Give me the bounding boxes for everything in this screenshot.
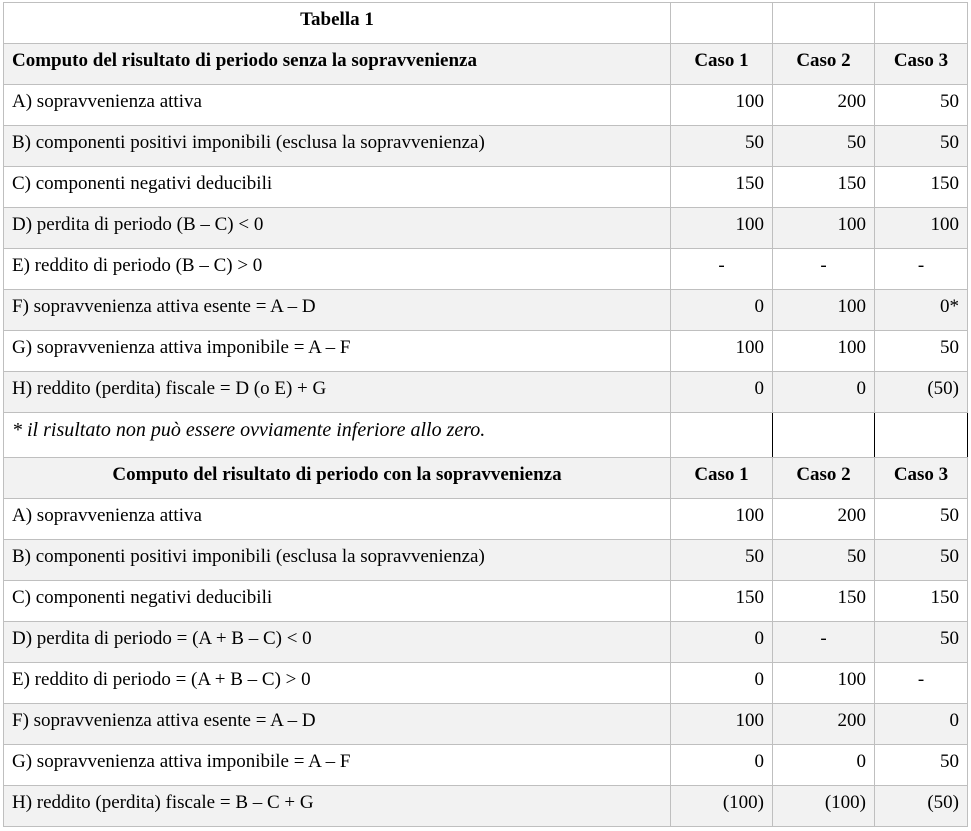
value-cell: 50 xyxy=(875,540,968,581)
row-label: D) perdita di periodo = (A + B – C) < 0 xyxy=(4,622,671,663)
table-row xyxy=(4,581,968,622)
footnote-row xyxy=(4,413,968,458)
row-label: B) componenti positivi imponibili (esclusa la sopravvenienza) xyxy=(4,540,671,581)
row-label: A) sopravvenienza attiva xyxy=(4,85,671,126)
table-row xyxy=(4,622,968,663)
value-cell: 100 xyxy=(671,331,773,372)
row-label: H) reddito (perdita) fiscale = D (o E) + G xyxy=(4,372,671,413)
row-label: C) componenti negativi deducibili xyxy=(4,581,671,622)
section1-header-row xyxy=(4,44,968,85)
case-header: Caso 1 xyxy=(671,458,773,499)
table-row xyxy=(4,167,968,208)
table-row xyxy=(4,704,968,745)
value-cell: 150 xyxy=(773,581,875,622)
footnote: * il risultato non può essere ovviamente inferiore allo zero. xyxy=(4,413,671,458)
case-header: Caso 3 xyxy=(875,44,968,85)
value-cell: 50 xyxy=(875,126,968,167)
value-cell: (50) xyxy=(875,372,968,413)
value-cell: 0 xyxy=(671,372,773,413)
table-row xyxy=(4,786,968,827)
table-row xyxy=(4,372,968,413)
table-row xyxy=(4,745,968,786)
case-header: Caso 2 xyxy=(773,458,875,499)
row-label: H) reddito (perdita) fiscale = B – C + G xyxy=(4,786,671,827)
case-header: Caso 3 xyxy=(875,458,968,499)
row-label: F) sopravvenienza attiva esente = A – D xyxy=(4,290,671,331)
table-row xyxy=(4,290,968,331)
case-header: Caso 1 xyxy=(671,44,773,85)
empty-cell xyxy=(671,3,773,44)
value-cell: 50 xyxy=(671,126,773,167)
value-cell: 0* xyxy=(875,290,968,331)
row-label: C) componenti negativi deducibili xyxy=(4,167,671,208)
row-label: D) perdita di periodo (B – C) < 0 xyxy=(4,208,671,249)
value-cell: 50 xyxy=(875,85,968,126)
table-title: Tabella 1 xyxy=(4,3,671,44)
value-cell: - xyxy=(773,249,875,290)
value-cell: 0 xyxy=(875,704,968,745)
value-cell: 0 xyxy=(671,663,773,704)
empty-cell xyxy=(773,3,875,44)
table-row xyxy=(4,663,968,704)
empty-cell xyxy=(875,3,968,44)
value-cell: 50 xyxy=(875,331,968,372)
value-cell: 100 xyxy=(671,704,773,745)
empty-cell xyxy=(773,413,875,458)
value-cell: 150 xyxy=(671,581,773,622)
table-row xyxy=(4,208,968,249)
row-label: G) sopravvenienza attiva imponibile = A – F xyxy=(4,745,671,786)
table-row xyxy=(4,499,968,540)
section1-heading: Computo del risultato di periodo senza la sopravvenienza xyxy=(4,44,671,85)
value-cell: (50) xyxy=(875,786,968,827)
value-cell: 150 xyxy=(875,581,968,622)
value-cell: 200 xyxy=(773,704,875,745)
table-row xyxy=(4,331,968,372)
value-cell: - xyxy=(875,249,968,290)
value-cell: 50 xyxy=(671,540,773,581)
value-cell: 50 xyxy=(773,540,875,581)
row-label: G) sopravvenienza attiva imponibile = A – F xyxy=(4,331,671,372)
value-cell: 100 xyxy=(773,290,875,331)
section2-heading: Computo del risultato di periodo con la sopravvenienza xyxy=(4,458,671,499)
value-cell: 150 xyxy=(875,167,968,208)
value-cell: 50 xyxy=(875,622,968,663)
value-cell: 50 xyxy=(875,499,968,540)
value-cell: - xyxy=(875,663,968,704)
value-cell: 200 xyxy=(773,499,875,540)
value-cell: 0 xyxy=(671,745,773,786)
value-cell: 100 xyxy=(671,85,773,126)
table-row xyxy=(4,85,968,126)
value-cell: - xyxy=(671,249,773,290)
value-cell: 150 xyxy=(773,167,875,208)
value-cell: 150 xyxy=(671,167,773,208)
value-cell: (100) xyxy=(671,786,773,827)
table-row xyxy=(4,540,968,581)
table-row xyxy=(4,126,968,167)
title-row xyxy=(4,3,968,44)
row-label: B) componenti positivi imponibili (esclusa la sopravvenienza) xyxy=(4,126,671,167)
value-cell: 100 xyxy=(773,663,875,704)
value-cell: 100 xyxy=(671,208,773,249)
value-cell: 0 xyxy=(773,745,875,786)
value-cell: 100 xyxy=(773,331,875,372)
value-cell: 100 xyxy=(671,499,773,540)
section2-header-row xyxy=(4,458,968,499)
row-label: E) reddito di periodo = (A + B – C) > 0 xyxy=(4,663,671,704)
empty-cell xyxy=(671,413,773,458)
value-cell: - xyxy=(773,622,875,663)
row-label: E) reddito di periodo (B – C) > 0 xyxy=(4,249,671,290)
value-cell: 100 xyxy=(773,208,875,249)
row-label: A) sopravvenienza attiva xyxy=(4,499,671,540)
value-cell: 50 xyxy=(875,745,968,786)
value-cell: 0 xyxy=(671,290,773,331)
value-cell: 200 xyxy=(773,85,875,126)
row-label: F) sopravvenienza attiva esente = A – D xyxy=(4,704,671,745)
empty-cell xyxy=(875,413,968,458)
table-row xyxy=(4,249,968,290)
case-header: Caso 2 xyxy=(773,44,875,85)
value-cell: 0 xyxy=(671,622,773,663)
value-cell: 100 xyxy=(875,208,968,249)
value-cell: 50 xyxy=(773,126,875,167)
tabella-1 xyxy=(3,2,968,827)
value-cell: 0 xyxy=(773,372,875,413)
value-cell: (100) xyxy=(773,786,875,827)
